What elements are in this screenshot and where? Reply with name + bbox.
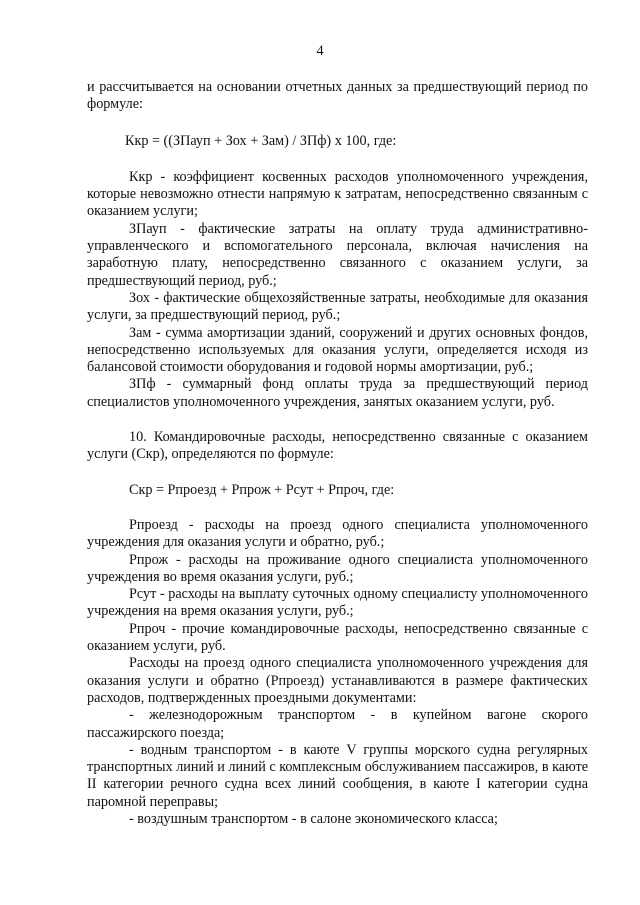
definition-rproezd: Рпроезд - расходы на проезд одного специалиста уполномоченного учреждения для оказания услуги и обратно, руб.; [87,516,588,551]
formula-skr: Скр = Рпроезд + Рпрож + Рсут + Рпроч, где: [129,481,395,498]
formula-kkr: Ккр = ((ЗПауп + Зох + Зам) / ЗПф) х 100, где: [125,132,397,149]
page-number: 4 [316,43,324,59]
definition-rprozh: Рпрож - расходы на проживание одного специалиста уполномоченного учреждения во время оказания услуги, руб.; [87,551,588,585]
section-10-paragraph: 10. Командировочные расходы, непосредственно связанные с оказанием услуги (Скр), определяются по формуле: [87,429,588,463]
list-item-air: - воздушным транспортом - в салоне экономического класса; [129,810,498,827]
list-item-water: - водным транспортом - в каюте V группы морского судна регулярных транспортных линий и линий с комплексным обслуживанием пассажиров, в каюте II категории речного судна всех линий сообщения, в каюте I категории судна паромной переправы; [87,741,588,810]
page-content [87,79,588,828]
definition-zpaup: ЗПауп - фактические затраты на оплату труда административно-управленческого и вспомогательного персонала, включая начисления на заработную плату, непосредственно связанного с оказанием услуги, за предшествующий период, руб.; [87,220,588,289]
definition-rsut: Рсут - расходы на выплату суточных одному специалисту уполномоченного учреждения на время оказания услуги, руб.; [87,586,588,620]
definition-kkr: Ккр - коэффициент косвенных расходов уполномоченного учреждения, которые невозможно отнести напрямую к затратам, непосредственно связанным с оказанием услуги; [87,168,588,220]
list-item-railway: - железнодорожным транспортом - в купейном вагоне скорого пассажирского поезда; [87,707,588,741]
definition-zam: Зам - сумма амортизации зданий, сооружений и других основных фондов, непосредственно используемых для оказания услуги, определяется исходя из балансовой стоимости оборудования и годовой нормы амортизации, руб.; [87,324,588,376]
intro-paragraph: и рассчитывается на основании отчетных данных за предшествующий период по формуле: [87,79,588,113]
definition-zpf: ЗПф - суммарный фонд оплаты труда за предшествующий период специалистов уполномоченного учреждения, занятых оказанием услуги, руб. [87,376,588,410]
definition-zoh: Зох - фактические общехозяйственные затраты, необходимые для оказания услуги, за предшествующий период, руб.; [87,289,588,324]
definition-rproch: Рпроч - прочие командировочные расходы, непосредственно связанные с оказанием услуги, руб. [87,620,588,655]
travel-expenses-paragraph: Расходы на проезд одного специалиста уполномоченного учреждения для оказания услуги и обратно (Рпроезд) устанавливаются в размере фактических расходов, подтвержденных проездными документами: [87,655,588,706]
